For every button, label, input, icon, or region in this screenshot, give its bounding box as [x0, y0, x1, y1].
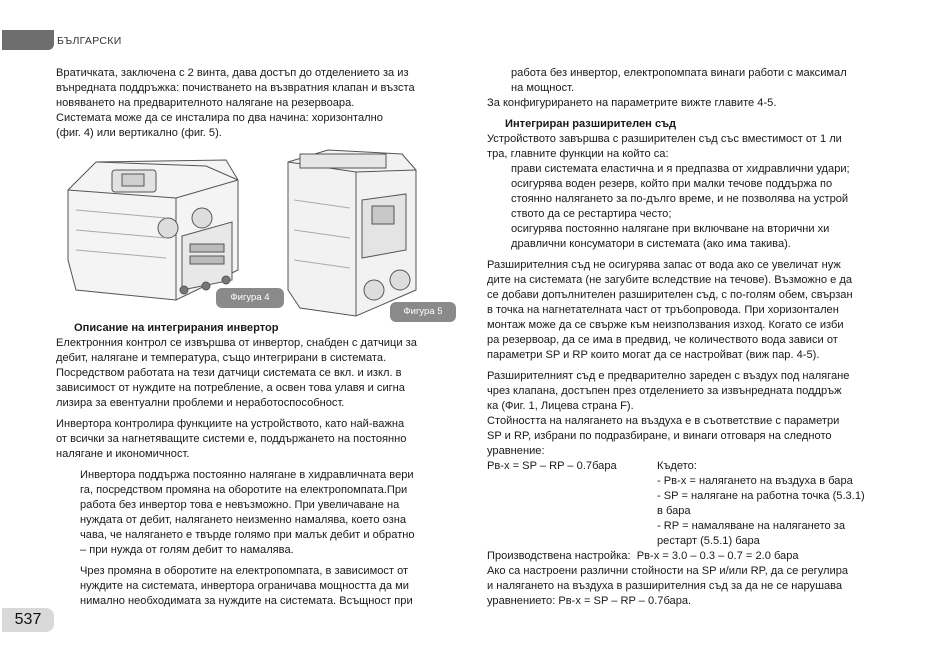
text-line: Вратичката, заключена с 2 винта, дава достъп до отделението за из	[56, 67, 409, 79]
text-line: нуждата от дебит, налягането неизменно намалява, което озна	[80, 514, 407, 526]
text-line: Разширителния съд не осигурява запас от вода ако се увеличат нуж	[487, 259, 841, 271]
figure-4-label: Фигура 4	[216, 288, 284, 308]
text-line: параметри SP и RP които могат да се настройват (виж пар. 4-5).	[487, 349, 820, 361]
text-line: Чрез промяна в оборотите на електропомпата, в зависимост от	[80, 565, 409, 577]
text-line: новяването на предварителното налягане на резервоара.	[56, 97, 355, 109]
text-line: чава, че налягането е твърде голямо при малък дебит и обратно	[80, 529, 415, 541]
text-line: Стойността на налягането на въздуха е в съответствие с параметри	[487, 415, 840, 427]
formula: Pв-х = SP – RP – 0.7бара	[487, 460, 617, 472]
section-heading: Интегриран разширителен съд	[505, 118, 677, 130]
list-item: дравлични консуматори в системата (ако има такива).	[511, 238, 791, 250]
definition-line: рестарт (5.5.1) бара	[657, 535, 760, 547]
text-line: уравнението: Pв-х = SP – RP – 0.7бара.	[487, 595, 692, 607]
text-line: дебит, налягане и температура, също интегрирани в системата.	[56, 352, 387, 364]
text-line: Електронния контрол се извършва от инвертор, снабден с датчици за	[56, 337, 417, 349]
text-line: – при нужда от голям дебит то намалява.	[80, 544, 294, 556]
definition-line: - SP = налягане на работна точка (5.3.1)	[657, 490, 865, 502]
text-line: Системата може да се инсталира по два начина: хоризонтално	[56, 112, 383, 124]
list-item: стоянно налягането за по-дълго време, и не позволява на устрой	[511, 193, 849, 205]
language-label: БЪЛГАРСКИ	[57, 35, 122, 47]
text-line: тра, главните функции на който са:	[487, 148, 669, 160]
language-tab	[2, 30, 54, 50]
text-line: зависимост от нуждите на потребление, а освен това улавя и сигна	[56, 382, 405, 394]
text-line: ра резервоар, да се има в предвид, че количеството вода зависи от	[487, 334, 838, 346]
factory-setting	[487, 549, 897, 564]
text-line: работа без инвертор, електропомпата винаги работи с максимал	[511, 67, 847, 79]
text-line: налягане и икономичност.	[56, 448, 190, 460]
definition-line: - Pв-х = налягането на въздуха в бара	[657, 475, 853, 487]
text-line: на мощност.	[511, 82, 575, 94]
list-item: прави системата еластична и я предпазва от хидравлични удари;	[511, 163, 850, 175]
definition-line: - RP = намаляване на налягането за	[657, 520, 846, 532]
text-line: лизира за евентуални проблеми и неработоспособност.	[56, 397, 345, 409]
left-inverter-section	[56, 321, 461, 609]
text-line: Инвертора контролира функциите на устройството, като най-важна	[56, 418, 405, 430]
text-line: ка (Фиг. 1, Лицева страна F).	[487, 400, 634, 412]
list-item: осигурява постоянно налягане при включване на вторични хи	[511, 223, 830, 235]
text-line: Устройството завършва с разширителен съд със вместимост от 1 ли	[487, 133, 842, 145]
text-line: нимално необходимата за нуждите на системата. Всъщност при	[80, 595, 413, 607]
text-line: от всички за нагнетяващите системи е, поддържането на постоянно	[56, 433, 407, 445]
text-line: Разширителният съд е предварително зареден с въздух под налягане	[487, 370, 850, 382]
text-line: нуждите на системата, инвертора ограничава мощността да ми	[80, 580, 409, 592]
text-line: (фиг. 4) или вертикално (фиг. 5).	[56, 127, 222, 139]
text-line: вънредната поддръжка: почистването на възвратния клапан и възста	[56, 82, 415, 94]
section-heading: Описание на интегрирания инвертор	[74, 322, 279, 334]
text-line: работа без инвертор това е невъзможно. При увеличаване на	[80, 499, 400, 511]
page-number: 537	[2, 608, 54, 632]
text-line: SP и RP, избрани по подразбиране, и винаги отговаря на следното	[487, 430, 832, 442]
text-line: Ако са настроени различни стойности на SP и/или RP, да се регулира	[487, 565, 849, 577]
factory-setting-value: Pв-х = 3.0 – 0.3 – 0.7 = 2.0 бара	[636, 550, 799, 562]
text-line: монтаж може да се свърже към неизползвания изход. Когато се изби	[487, 319, 844, 331]
text-line: га, посредством промяна на оборотите на електропомпата.При	[80, 484, 408, 496]
text-line: дите на системата (не загубите вследствие на течове). Възможно е да	[487, 274, 853, 286]
formula-row	[487, 459, 897, 474]
figure-5-label: Фигура 5	[390, 302, 456, 322]
left-intro	[56, 66, 461, 141]
right-column	[487, 66, 897, 609]
text-line: Посредством работата на тези датчици системата се вкл. и изкл. в	[56, 367, 402, 379]
text-line: Инвертора поддържа постоянно налягане в хидравличната вери	[80, 469, 414, 481]
list-item: осигурява воден резерв, който при малки течове поддържа по	[511, 178, 833, 190]
where-label: Където:	[657, 460, 697, 472]
factory-setting-label: Производствена настройка:	[487, 550, 631, 562]
text-line: и налягането на въздуха в разширителния съд за да не се нарушава	[487, 580, 843, 592]
text-line: в точка на нагнетателната част от тръбопровода. При хоризонтален	[487, 304, 839, 316]
text-line: уравнение:	[487, 445, 545, 457]
list-item: ството да се рестартира често;	[511, 208, 672, 220]
definition-line: в бара	[657, 505, 691, 517]
text-line: За конфигурирането на параметрите вижте главите 4-5.	[487, 97, 777, 109]
text-line: чрез клапана, достъпен през отделението за извънредната поддръж	[487, 385, 842, 397]
text-line: се добави допълнителен разширителен съд, с по-голям обем, свързан	[487, 289, 853, 301]
